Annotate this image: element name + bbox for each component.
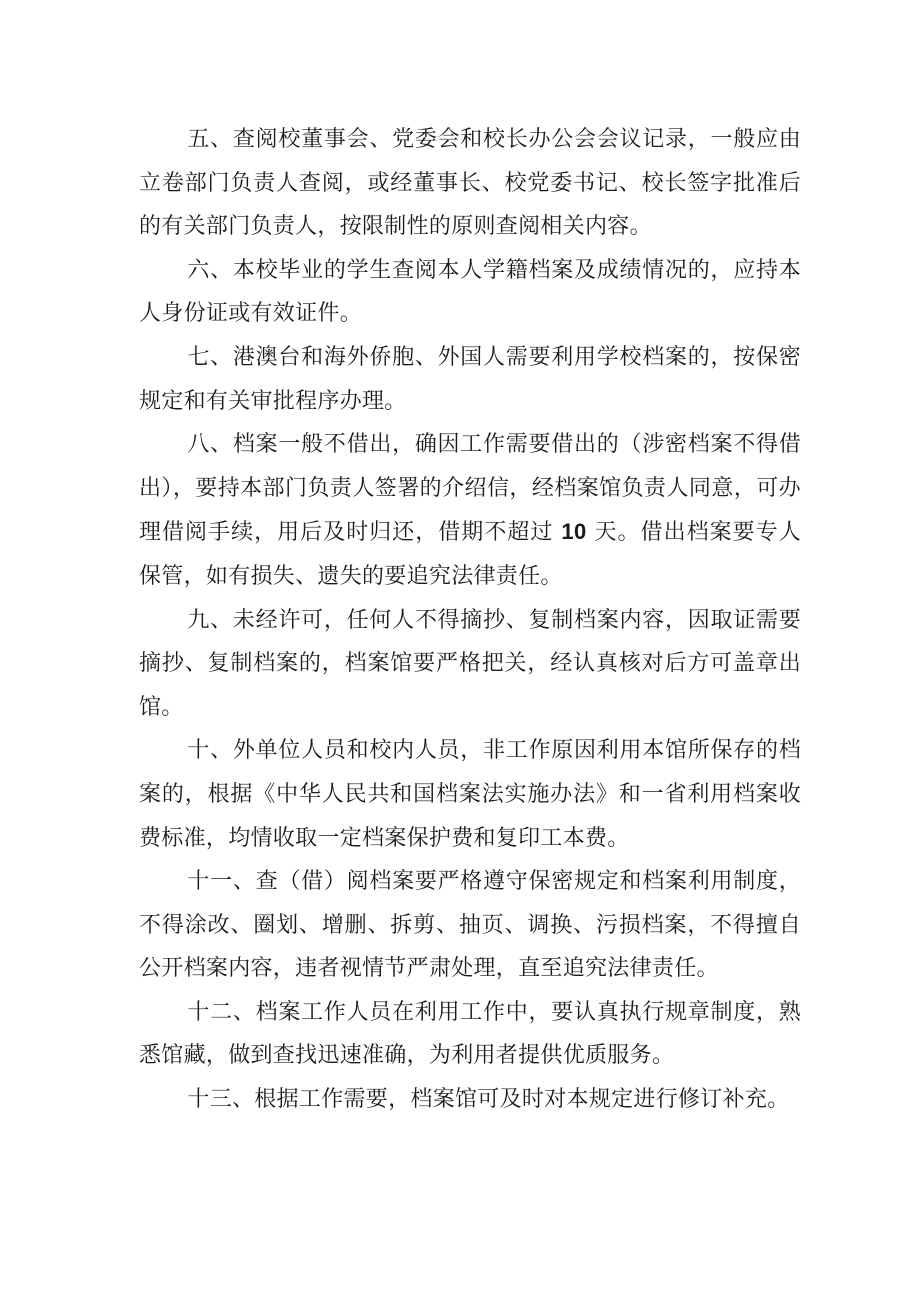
paragraph-5: 五、查阅校董事会、党委会和校长办公会会议记录，一般应由立卷部门负责人查阅，或经董事长、校党委书记、校长签字批准后的有关部门负责人，按限制性的原则查阅相关内容。 (139, 127, 801, 240)
paragraph-8-text-before: 八、档案一般不借出，确因工作需要借出的（涉密档案不得借出），要持本部门负责人签署的介绍信，经档案馆负责人同意，可办理借阅手续，用后及时归还，借期不超过 (139, 432, 801, 546)
paragraph-7: 七、港澳台和海外侨胞、外国人需要利用学校档案的，按保密规定和有关审批程序办理。 (139, 344, 801, 414)
paragraph-8-text-after: 天。借出档案要专人保管，如有损失、遗失的要追究法律责任。 (139, 520, 801, 589)
loan-days-value: 10 (561, 519, 587, 545)
paragraph-13: 十三、根据工作需要，档案馆可及时对本规定进行修订补充。 (187, 1087, 790, 1113)
paragraph-11: 十一、查（借）阅档案要严格遵守保密规定和档案利用制度，不得涂改、圈划、增删、拆剪、抽页、调换、污损档案，不得擅自公开档案内容，违者视情节严肃处理，直至追究法律责任。 (139, 869, 801, 982)
paragraph-8 (139, 423, 801, 598)
paragraph-10: 十、外单位人员和校内人员，非工作原因利用本馆所保存的档案的，根据《中华人民共和国档案法实施办法》和一省利用档案收费标准，均情收取一定档案保护费和复印工本费。 (139, 738, 801, 851)
document-body (139, 118, 801, 1122)
paragraph-9: 九、未经许可，任何人不得摘抄、复制档案内容，因取证需要摘抄、复制档案的，档案馆要严格把关，经认真核对后方可盖章出馆。 (139, 607, 801, 720)
paragraph-12: 十二、档案工作人员在利用工作中，要认真执行规章制度，熟悉馆藏，做到查找迅速准确，为利用者提供优质服务。 (139, 999, 801, 1069)
paragraph-6: 六、本校毕业的学生查阅本人学籍档案及成绩情况的，应持本人身份证或有效证件。 (139, 257, 801, 327)
